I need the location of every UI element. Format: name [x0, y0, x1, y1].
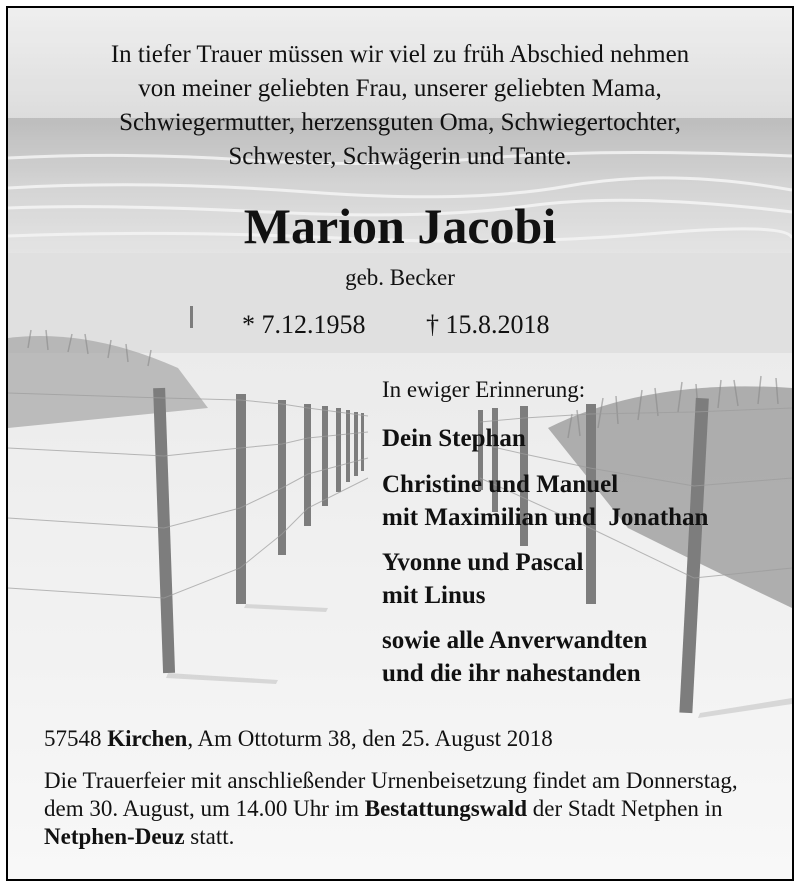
mourner-line: und die ihr nahestanden: [382, 660, 641, 687]
intro-line-4: Schwester, Schwägerin und Tante.: [228, 143, 572, 170]
birth-date: * 7.12.1958: [242, 310, 366, 339]
ceremony-notice: [44, 767, 774, 851]
ceremony-venue: Bestattungswald: [364, 796, 528, 821]
ceremony-text-3: statt.: [190, 824, 235, 849]
mourner-line: sowie alle Anverwandten: [382, 627, 648, 654]
mourner-line: Dein Stephan: [382, 425, 526, 452]
address-rest: , Am Ottoturm 38, den 25. August 2018: [187, 726, 553, 751]
death-date: † 15.8.2018: [426, 310, 550, 339]
intro-text: [8, 38, 792, 174]
address-line: [44, 724, 553, 754]
obituary-card: [6, 6, 794, 881]
mourner-group-1: [382, 422, 526, 455]
ceremony-text-2: der Stadt Netphen in: [532, 796, 723, 821]
mourner-group-4: [382, 624, 647, 690]
deceased-name: Marion Jacobi: [243, 198, 557, 254]
mourner-line: Christine und Manuel: [382, 471, 619, 498]
intro-line-3: Schwiegermutter, herzensguten Oma, Schwiegertochter,: [119, 109, 681, 136]
address-zip: 57548: [44, 726, 102, 751]
ceremony-text-1: Die Trauerfeier mit anschließender Urnenbeisetzung findet am Donnerstag, dem 30. August, um 14.00 Uhr im: [44, 768, 738, 821]
mourner-line: mit Linus: [382, 582, 486, 609]
address-town: Kirchen: [107, 726, 188, 751]
mourner-group-2: [382, 468, 708, 534]
ceremony-place: Netphen-Deuz: [44, 824, 185, 849]
mourners-heading: In ewiger Erinnerung:: [382, 377, 586, 402]
intro-line-1: In tiefer Trauer müssen wir viel zu früh Abschied nehmen: [110, 41, 690, 68]
intro-line-2: von meiner geliebten Frau, unserer geliebten Mama,: [138, 75, 662, 102]
mourner-line: mit Maximilian und Jonathan: [382, 504, 709, 531]
mourner-group-3: [382, 546, 583, 612]
mourner-line: Yvonne und Pascal: [382, 549, 584, 576]
birth-name: geb. Becker: [345, 265, 455, 290]
